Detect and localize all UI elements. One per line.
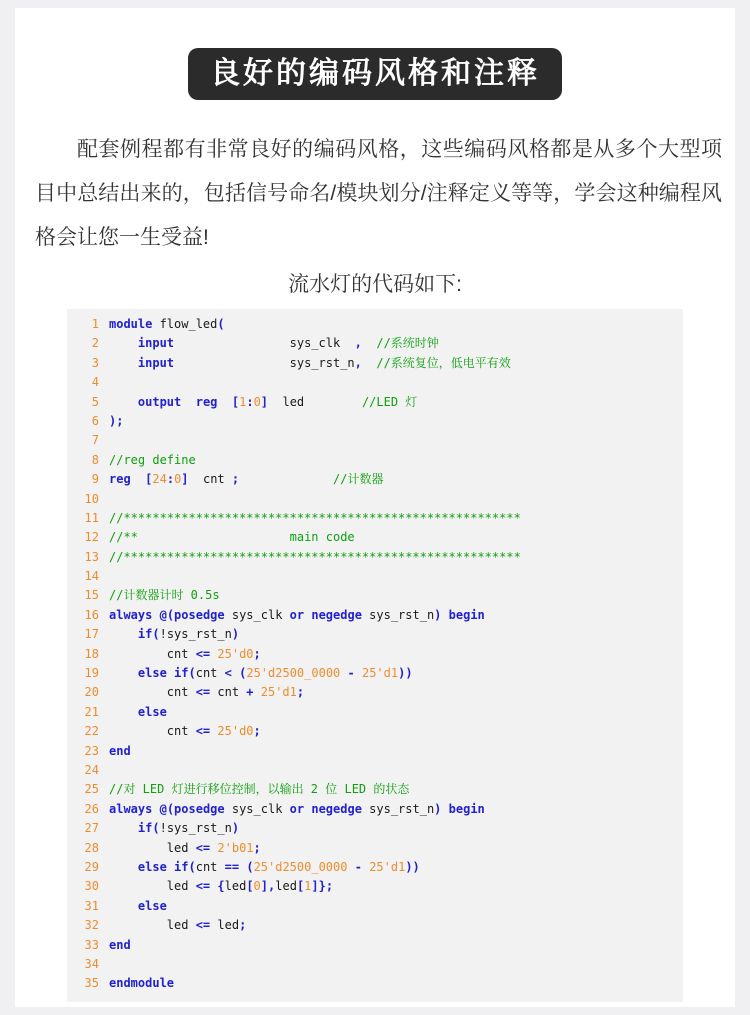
comment-token: //******************************************************* (109, 549, 521, 564)
number-token: 25'd2500_0000 (246, 666, 341, 681)
line-number: 19 (84, 666, 99, 681)
comment-token: //******************************************************* (109, 510, 521, 525)
operator-token: ; (296, 685, 305, 700)
line-number: 25 (84, 782, 99, 797)
plain-token: cnt (109, 685, 196, 700)
plain-token: led (210, 918, 240, 933)
code-text (109, 938, 131, 952)
line-number: 11 (84, 510, 99, 525)
code-lines (67, 315, 683, 994)
keyword-token: or (289, 801, 305, 816)
line-number: 2 (91, 336, 99, 351)
operator-token: ; (325, 879, 334, 894)
operator-token: [ (296, 879, 305, 894)
title-banner (188, 48, 562, 100)
code-line (67, 451, 683, 470)
operator-token: ] (260, 394, 269, 409)
operator-token: <= (195, 685, 211, 700)
code-line (67, 858, 683, 877)
operator-token: ( (152, 821, 160, 836)
number-token: 24 (152, 472, 167, 487)
plain-token (174, 356, 290, 370)
keyword-token: output (137, 394, 182, 409)
code-line (67, 315, 683, 334)
code-text (109, 414, 123, 428)
code-text (109, 395, 417, 409)
operator-token: : (246, 394, 254, 409)
operator-token: ; (253, 646, 261, 661)
operator-token: - (354, 859, 362, 874)
keyword-token: begin (448, 607, 485, 622)
plain-token (239, 472, 333, 486)
code-text (109, 588, 220, 602)
keyword-token: negedge (311, 607, 362, 622)
operator-token: - (347, 666, 355, 681)
code-text (109, 724, 261, 738)
code-text (109, 647, 261, 661)
keyword-token: if (174, 666, 189, 681)
code-line (67, 703, 683, 722)
plain-token (181, 395, 195, 409)
code-text (109, 608, 485, 622)
code-text (109, 918, 246, 932)
keyword-token: always (109, 607, 153, 622)
line-number: 5 (91, 394, 99, 409)
line-number: 22 (84, 724, 99, 739)
code-heading: 流水灯的代码如下: (288, 273, 462, 296)
line-number: 32 (84, 918, 99, 933)
keyword-token: if (137, 821, 153, 836)
code-text (109, 744, 131, 758)
code-text (109, 336, 439, 350)
line-number: 15 (84, 588, 99, 603)
code-line (67, 431, 683, 450)
operator-token: ( (217, 317, 225, 331)
line-number: 10 (84, 491, 99, 506)
plain-token: cnt (188, 472, 232, 487)
operator-token: ] (181, 472, 189, 487)
operator-token: <= (195, 724, 211, 739)
line-number: 3 (91, 355, 99, 370)
plain-token: cnt (195, 666, 225, 681)
line-number: 8 (91, 452, 99, 467)
code-text (109, 511, 521, 525)
line-number: 4 (91, 375, 99, 390)
plain-token (131, 472, 145, 486)
operator-token: <= (195, 879, 211, 894)
operator-token: ( (246, 859, 254, 874)
line-number: 29 (84, 859, 99, 874)
operator-token: [ (246, 879, 254, 894)
number-token: 25'd2500_0000 (253, 859, 348, 874)
operator-token: : (166, 472, 175, 487)
operator-token: == (224, 859, 240, 874)
keyword-token: posedge (174, 607, 225, 622)
operator-token: ; (239, 918, 247, 933)
operator-token: , (354, 355, 362, 370)
number-token: 25'd0 (217, 724, 254, 739)
plain-token: sys_clk (224, 801, 290, 816)
operator-token: ] (260, 879, 269, 894)
code-text (109, 976, 174, 990)
code-text (109, 317, 225, 331)
code-line (67, 509, 683, 528)
keyword-token: endmodule (109, 976, 175, 991)
code-line (67, 625, 683, 644)
plain-token (109, 860, 138, 874)
operator-token: [ (231, 394, 240, 409)
code-text (109, 705, 167, 719)
plain-token (109, 336, 138, 350)
plain-token (152, 802, 159, 816)
keyword-token: end (109, 743, 131, 758)
content-card (15, 8, 735, 1007)
operator-token: <= (195, 918, 211, 933)
plain-token: led (109, 879, 196, 894)
plain-token (109, 627, 138, 641)
keyword-token: else (137, 859, 167, 874)
code-text (109, 821, 239, 835)
number-token: 1 (304, 879, 312, 894)
plain-token (109, 395, 138, 409)
plain-token: flow_led (152, 317, 218, 331)
operator-token: <= (195, 840, 211, 855)
line-number: 34 (84, 956, 99, 971)
line-number: 12 (84, 530, 99, 545)
code-line (67, 780, 683, 799)
plain-token (109, 356, 138, 370)
number-token: 0 (253, 394, 261, 409)
operator-token: ] (311, 879, 319, 894)
intro-paragraph: 配套例程都有非常良好的编码风格，这些编码风格都是从多个大型项目中总结出来的，包括信号命名/模块划分/注释定义等等，学会这种编程风格会让您一生受益! (35, 138, 722, 249)
code-line (67, 645, 683, 664)
keyword-token: negedge (311, 801, 362, 816)
code-line (67, 761, 683, 780)
code-line (67, 412, 683, 431)
plain-token: !sys_rst_n (159, 627, 232, 642)
keyword-token: else (137, 666, 167, 681)
plain-token (347, 860, 354, 874)
number-token: 1 (239, 394, 247, 409)
code-line (67, 490, 683, 509)
plain-token: sys_rst_n (361, 801, 435, 816)
plain-token (362, 336, 376, 350)
line-number: 35 (84, 976, 99, 991)
plain-token: led (109, 918, 196, 933)
plain-token (355, 666, 362, 680)
plain-token (109, 821, 138, 835)
code-line (67, 528, 683, 547)
line-number: 30 (84, 879, 99, 894)
code-line (67, 470, 683, 489)
keyword-token: end (109, 937, 131, 952)
code-line (67, 586, 683, 605)
line-number: 16 (84, 607, 99, 622)
operator-token: ) (231, 821, 240, 836)
comment-token: //计数器 (333, 472, 384, 487)
line-number: 13 (84, 549, 99, 564)
operator-token: + (246, 685, 254, 700)
line-number: 18 (84, 646, 99, 661)
comment-token: //系统时钟 (376, 336, 439, 351)
operator-token: ( (152, 627, 160, 642)
code-text (109, 860, 420, 874)
keyword-token: if (137, 627, 153, 642)
plain-token: led (268, 394, 305, 409)
plain-token: sys_clk (224, 607, 290, 622)
code-line (67, 393, 683, 412)
code-line (67, 877, 683, 896)
operator-token: @( (159, 607, 175, 622)
operator-token: ; (253, 724, 261, 739)
operator-token: < (224, 666, 232, 681)
operator-token: ( (188, 859, 196, 874)
keyword-token: posedge (174, 801, 225, 816)
line-number: 17 (84, 627, 99, 642)
code-text (109, 782, 409, 796)
operator-token: )) (398, 666, 413, 681)
line-number: 1 (91, 317, 99, 331)
line-number: 23 (84, 743, 99, 758)
plain-token (254, 685, 261, 699)
plain-token: led (224, 879, 247, 894)
line-number: 26 (84, 801, 99, 816)
plain-token: sys_rst_n (289, 355, 355, 370)
plain-token: led (109, 840, 196, 855)
operator-token: )) (405, 859, 420, 874)
plain-token (441, 608, 448, 622)
operator-token: <= (195, 646, 211, 661)
plain-token (340, 666, 347, 680)
code-line (67, 742, 683, 761)
operator-token: [ (145, 472, 153, 487)
code-text (109, 356, 511, 370)
code-line (67, 683, 683, 702)
line-number: 21 (84, 704, 99, 719)
comment-token: //reg define (109, 452, 196, 467)
keyword-token: begin (448, 801, 485, 816)
plain-token (362, 356, 376, 370)
keyword-token: if (174, 859, 189, 874)
keyword-token: else (137, 704, 167, 719)
number-token: 25'd1 (361, 666, 399, 681)
code-text (109, 627, 239, 641)
code-text (109, 841, 261, 855)
plain-token: !sys_rst_n (159, 821, 232, 836)
line-number: 27 (84, 821, 99, 836)
plain-token: cnt (210, 685, 247, 700)
code-line (67, 916, 683, 935)
operator-token: ( (239, 666, 247, 681)
plain-token (109, 899, 138, 913)
plain-token (174, 336, 290, 350)
number-token: 25'd0 (217, 646, 254, 661)
line-number: 14 (84, 569, 99, 584)
code-text (109, 666, 413, 680)
code-line (67, 567, 683, 586)
code-line (67, 819, 683, 838)
code-text (109, 899, 167, 913)
code-line (67, 354, 683, 373)
keyword-token: reg (195, 394, 218, 409)
plain-token: cnt (195, 859, 225, 874)
plain-token (304, 395, 362, 409)
plain-token (217, 395, 231, 409)
comment-token: //计数器计时 0.5s (109, 588, 220, 603)
keyword-token: or (289, 607, 305, 622)
keyword-token: reg (109, 472, 131, 487)
code-line (67, 722, 683, 741)
number-token: 2'b01 (217, 840, 254, 855)
plain-token (167, 860, 174, 874)
code-line (67, 548, 683, 567)
operator-token: } (318, 879, 326, 894)
code-text (109, 472, 384, 486)
code-line (67, 606, 683, 625)
number-token: 25'd1 (369, 859, 406, 874)
plain-token (109, 705, 138, 719)
line-number: 24 (84, 762, 99, 777)
plain-token: led (275, 879, 297, 894)
code-text (109, 685, 304, 699)
plain-token: cnt (109, 724, 196, 739)
line-number: 33 (84, 937, 99, 952)
code-text (109, 530, 355, 544)
keyword-token: input (137, 336, 175, 351)
code-line (67, 373, 683, 392)
number-token: 0 (174, 472, 182, 487)
keyword-token: input (137, 355, 175, 370)
code-line (67, 334, 683, 353)
code-line (67, 839, 683, 858)
comment-token: //系统复位，低电平有效 (376, 355, 511, 370)
code-text (109, 879, 333, 893)
line-number: 6 (91, 413, 99, 428)
comment-token: //对 LED 灯进行移位控制，以输出 2 位 LED 的状态 (109, 782, 410, 797)
plain-token: sys_rst_n (361, 607, 435, 622)
plain-token (152, 608, 159, 622)
operator-token: ) (434, 607, 442, 622)
comment-token: //** main code (109, 530, 355, 545)
operator-token: ; (231, 472, 240, 487)
code-line (67, 955, 683, 974)
operator-token: , (268, 879, 276, 894)
line-number: 20 (84, 685, 99, 700)
line-number: 7 (91, 433, 99, 448)
banner-title: 良好的编码风格和注释 (210, 57, 540, 90)
code-line (67, 664, 683, 683)
code-line (67, 974, 683, 993)
comment-token: //LED 灯 (361, 394, 418, 409)
keyword-token: always (109, 801, 153, 816)
plain-token: sys_clk (289, 336, 355, 351)
plain-token (441, 802, 448, 816)
operator-token: ; (253, 840, 261, 855)
operator-token: ) (434, 801, 442, 816)
code-text (109, 802, 485, 816)
code-text (109, 550, 521, 564)
operator-token: ); (109, 413, 124, 428)
plain-token (109, 666, 138, 680)
operator-token: @( (159, 801, 175, 816)
code-line (67, 800, 683, 819)
number-token: 0 (253, 879, 261, 894)
operator-token: ( (188, 666, 196, 681)
line-number: 28 (84, 840, 99, 855)
code-text (109, 453, 196, 467)
operator-token: ) (231, 627, 240, 642)
number-token: 25'd1 (260, 685, 297, 700)
plain-token (167, 666, 174, 680)
keyword-token: else (137, 898, 167, 913)
code-line (67, 897, 683, 916)
code-block (67, 309, 683, 1002)
keyword-token: module (109, 317, 153, 331)
code-line (67, 936, 683, 955)
operator-token: , (354, 336, 362, 351)
plain-token: cnt (109, 646, 196, 661)
operator-token: { (217, 879, 225, 894)
line-number: 9 (91, 472, 99, 487)
line-number: 31 (84, 898, 99, 913)
